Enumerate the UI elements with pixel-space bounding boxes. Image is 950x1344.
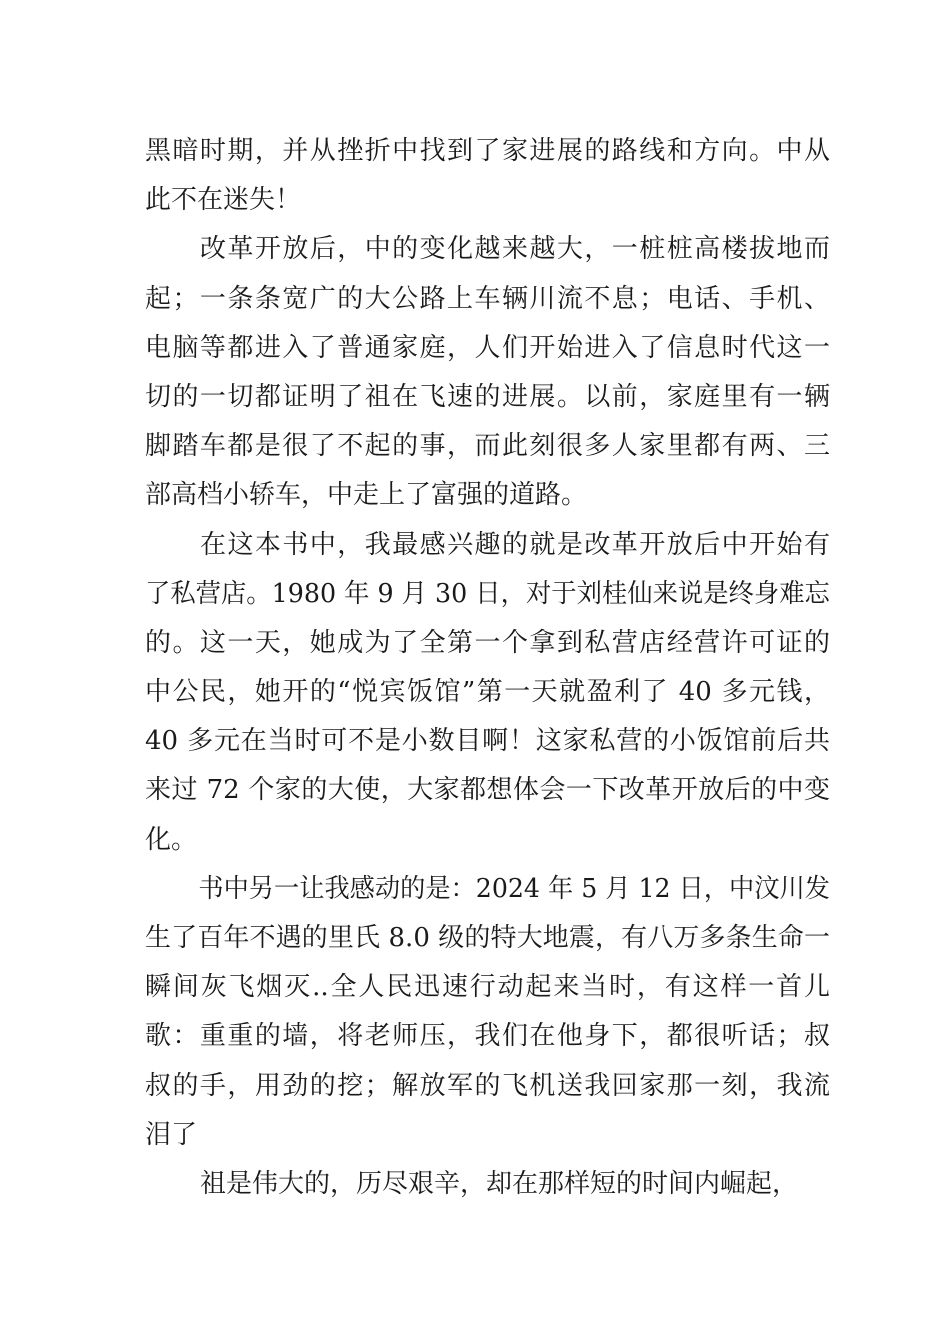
paragraph-first-line: 改革开放后，中的变化越来越大，一桩桩高楼拔地而 [200,234,830,265]
text-line: 瞬间灰飞烟灭..全人民迅速行动起来当时，有这样一首儿 [145,972,830,1003]
text-line: 起；一条条宽广的大公路上车辆川流不息；电话、手机、 [145,283,830,314]
text-line: 黑暗时期，并从挫折中找到了家进展的路线和方向。中从 [145,136,830,166]
text-line: 生了百年不遇的里氏 8.0 级的特大地震，有八万多条生命一 [145,923,830,953]
text-line: 的。这一天，她成为了全第一个拿到私营店经营许可证的 [145,627,830,658]
text-line: 化。 [145,824,198,855]
text-line: 脚踏车都是很了不起的事，而此刻很多人家里都有两、三 [145,431,830,462]
document-body [145,127,830,1209]
text-line: 泪了 [145,1119,198,1150]
text-line: 此不在迷失！ [145,185,302,216]
text-line: 叔的手，用劲的挖；解放军的飞机送我回家那一刻，我流 [145,1070,830,1101]
text-line: 了私营店。1980 年 9 月 30 日，对于刘桂仙来说是终身难忘 [145,578,830,609]
paragraph-first-line: 书中另一让我感动的是：2024 年 5 月 12 日，中汶川发 [198,873,830,904]
text-line: 部高档小轿车，中走上了富强的道路。 [145,480,588,511]
text-line: 40 多元在当时可不是小数目啊！这家私营的小饭馆前后共 [145,726,830,757]
text-line: 歌：重重的墙，将老师压，我们在他身下，都很听话；叔 [145,1021,830,1052]
paragraph-first-line: 在这本书中，我最感兴趣的就是改革开放后中开始有 [200,529,830,560]
text-line: 中公民，她开的“悦宾饭馆”第一天就盈利了 40 多元钱， [145,677,830,708]
text-line: 电脑等都进入了普通家庭，人们开始进入了信息时代这一 [145,332,830,363]
paragraph-first-line: 祖是伟大的，历尽艰辛，却在那样短的时间内崛起， [200,1168,799,1199]
text-line: 来过 72 个家的大使，大家都想体会一下改革开放后的中变 [145,775,830,806]
text-line: 切的一切都证明了祖在飞速的进展。以前，家庭里有一辆 [145,381,830,412]
